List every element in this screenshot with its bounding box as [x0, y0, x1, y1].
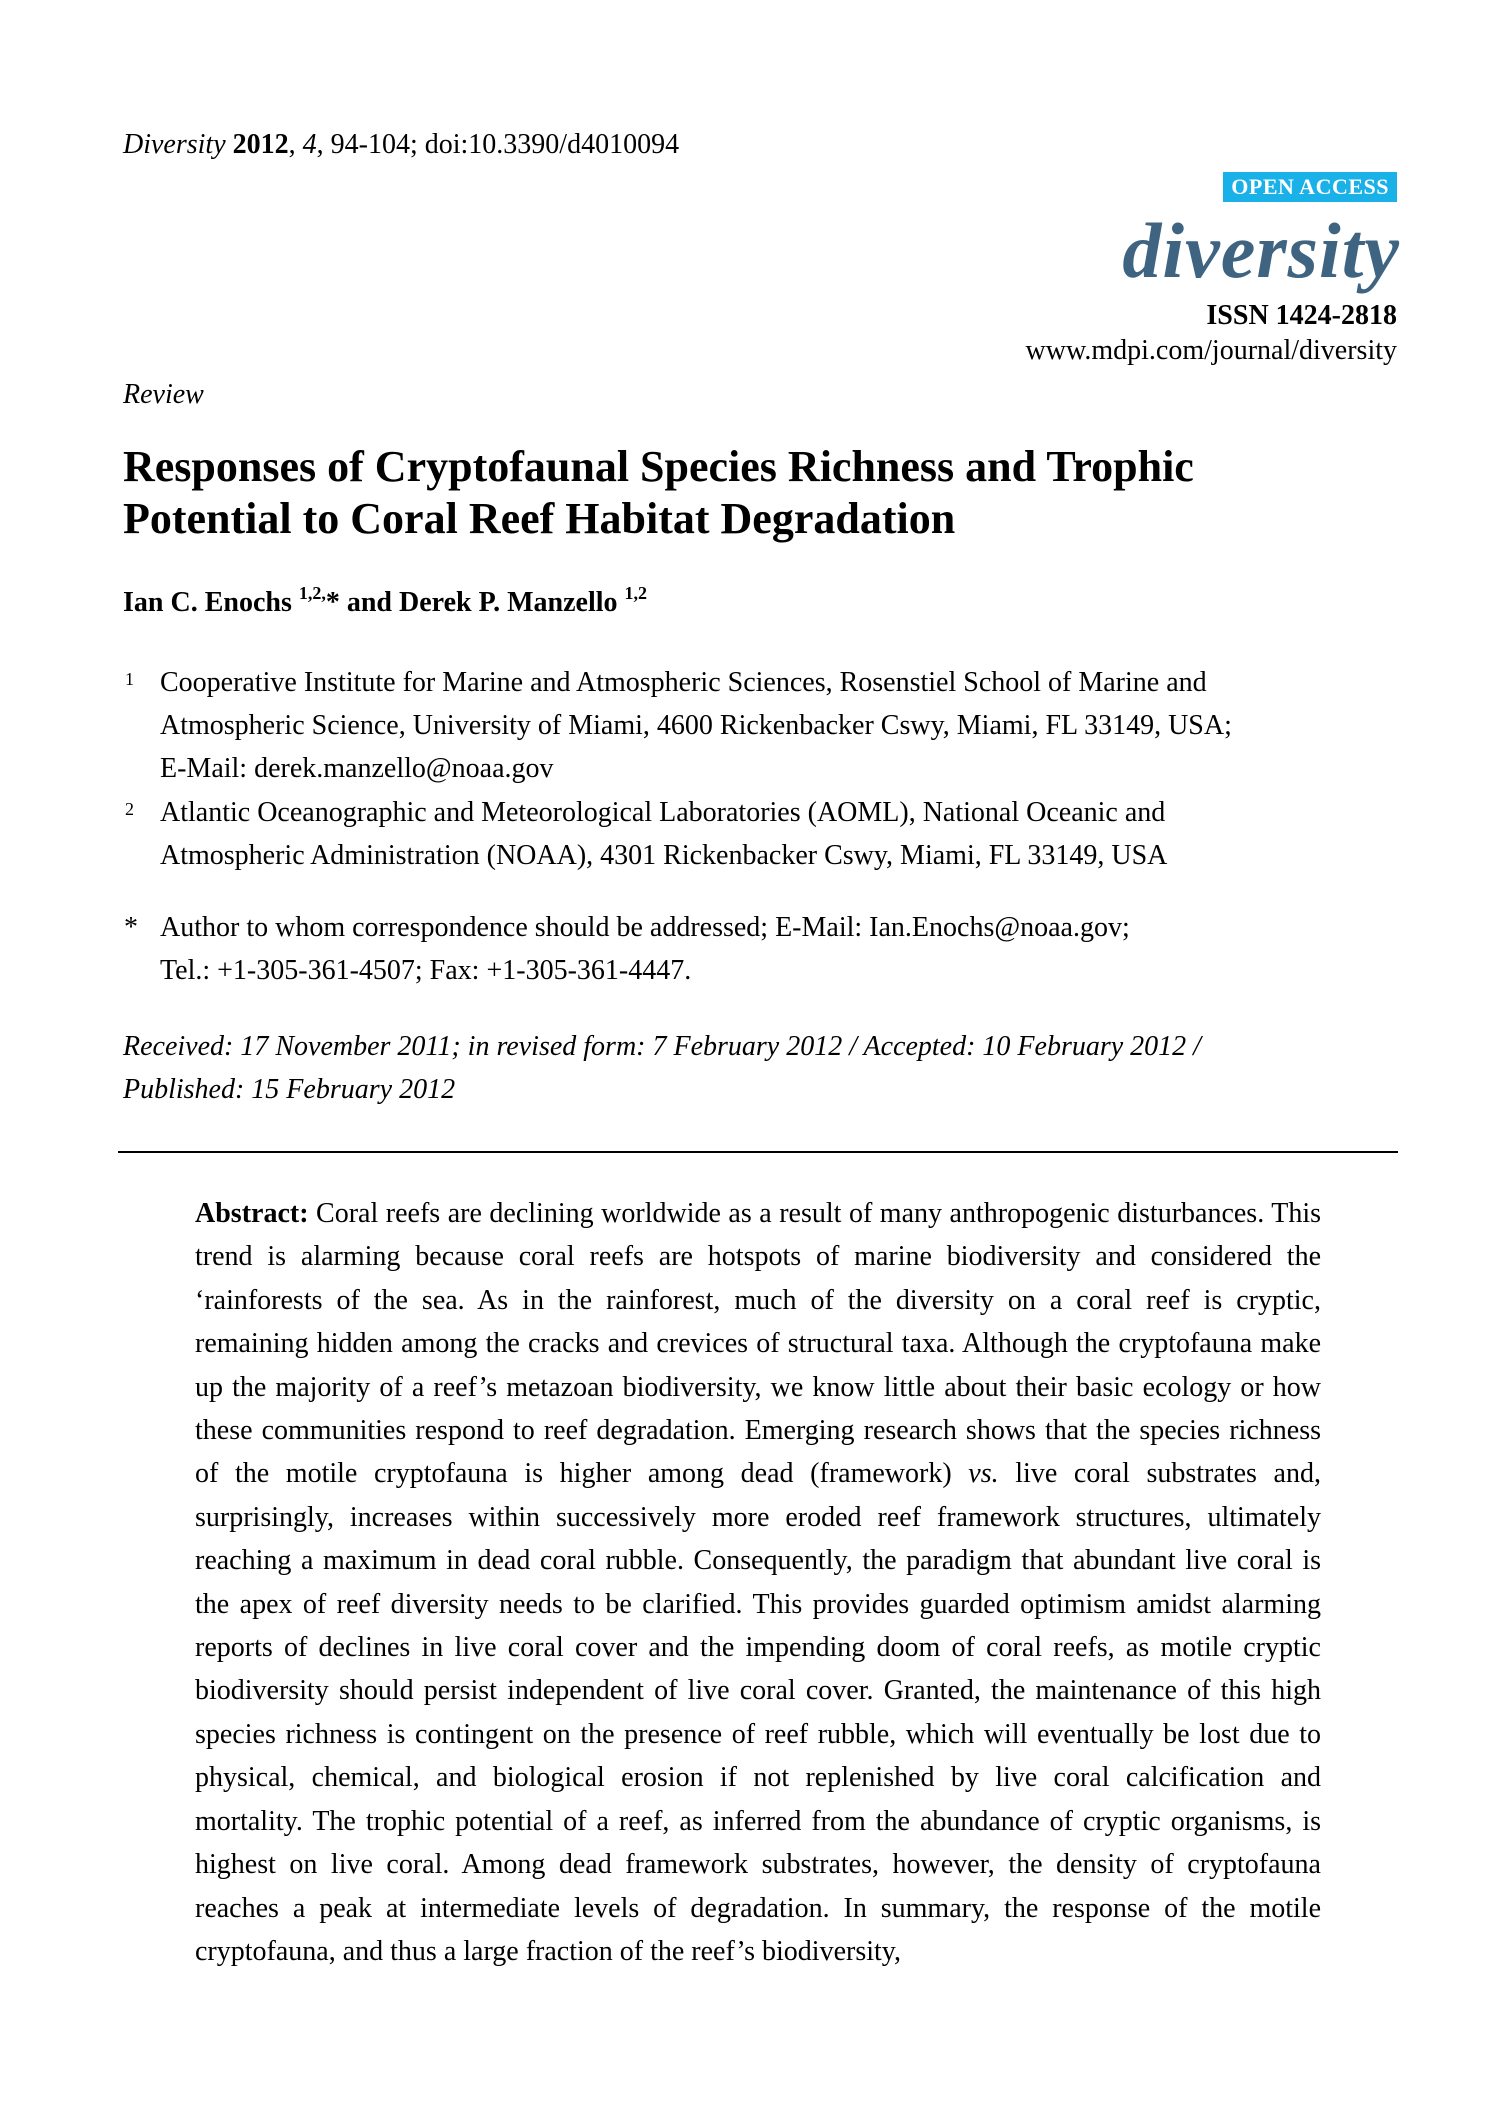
- affiliation-2-mark: 2: [125, 799, 134, 819]
- abstract-text-2: live coral substrates and, surprisingly, increases within successively more eroded reef framework structures, ultimately reaching a maximum in dead coral rubble. Consequently, the paradigm that abundant live coral is the apex of reef diversity needs to be clarified. This provides guarded optimism amidst alarming reports of declines in live coral cover and the impending doom of coral reefs, as motile cryptic biodiversity should persist independent of live coral cover. Granted, the maintenance of this high species richness is contingent on the presence of reef rubble, which will eventually be lost due to physical, chemical, and biological erosion if not replenished by live coral calcification and mortality. The trophic potential of a reef, as inferred from the abundance of cryptic organisms, is highest on live coral. Among dead framework substrates, however, the density of cryptofauna reaches a peak at intermediate levels of degradation. In summary, the response of the motile cryptofauna, and thus a large fraction of the reef’s biodiversity,: [195, 1458, 1321, 1967]
- correspondence-line-2: Tel.: +1-305-361-4507; Fax: +1-305-361-4447.: [160, 955, 692, 986]
- affiliation-1-mark: 1: [125, 669, 134, 689]
- correspondence-mark: *: [124, 912, 138, 943]
- affiliation-2-line-1: Atlantic Oceanographic and Meteorological Laboratories (AOML), National Oceanic and: [160, 797, 1166, 828]
- affiliation-2-line-2: Atmospheric Administration (NOAA), 4301 Rickenbacker Cswy, Miami, FL 33149, USA: [160, 840, 1168, 871]
- publication-dates: [123, 1025, 1413, 1111]
- affiliation-1-line-1: Cooperative Institute for Marine and Atmospheric Sciences, Rosenstiel School of Marine and: [160, 667, 1207, 698]
- affiliation-1-email[interactable]: E-Mail: derek.manzello@noaa.gov: [160, 753, 554, 784]
- open-access-badge: OPEN ACCESS: [1223, 172, 1397, 202]
- affiliation-1-line-2: Atmospheric Science, University of Miami, 4600 Rickenbacker Cswy, Miami, FL 33149, USA;: [160, 710, 1232, 741]
- abstract: [195, 1192, 1321, 1973]
- author-manzello-affiliations: 1,2: [624, 583, 648, 603]
- author-enochs: Ian C. Enochs: [123, 587, 299, 618]
- correspondence-line-1[interactable]: Author to whom correspondence should be addressed; E-Mail: Ian.Enochs@noaa.gov;: [160, 912, 1130, 943]
- issn: ISSN 1424-2818: [1206, 300, 1397, 331]
- abstract-text-1: Coral reefs are declining worldwide as a result of many anthropogenic disturbances. This trend is alarming because coral reefs are hotspots of marine biodiversity and considered the ‘rainforests of the sea. As in the rainforest, much of the diversity on a coral reef is cryptic, remaining hidden among the cracks and crevices of structural taxa. Although the cryptofauna make up the majority of a reef’s metazoan biodiversity, we know little about their basic ecology or how these communities respond to reef degradation. Emerging research shows that the species richness of the motile cryptofauna is higher among dead (framework): [195, 1198, 1321, 1490]
- article-title: Responses of Cryptofaunal Species Richness and Trophic Potential to Coral Reef Habitat Degradation: [123, 442, 1194, 543]
- header-divider: [118, 1151, 1398, 1153]
- author-conjunction: and: [339, 587, 399, 618]
- correspondence: [160, 906, 1130, 992]
- dates-line-1: Received: 17 November 2011; in revised form: 7 February 2012 / Accepted: 10 February 2012 /: [123, 1031, 1201, 1062]
- abstract-label: Abstract:: [195, 1198, 309, 1229]
- dates-line-2: Published: 15 February 2012: [123, 1074, 456, 1105]
- corresponding-mark: *: [325, 587, 340, 618]
- affiliation-1: [160, 661, 1232, 790]
- citation-year: 2012: [232, 129, 289, 160]
- journal-logo: diversity: [1122, 207, 1400, 294]
- citation-line: Diversity 2012, 4, 94-104; doi:10.3390/d4010094: [123, 129, 680, 160]
- author-manzello: Derek P. Manzello: [399, 587, 625, 618]
- citation-volume: 4: [302, 129, 317, 160]
- citation-pages-doi: , 94-104; doi:10.3390/d4010094: [316, 129, 680, 160]
- author-line: [123, 585, 647, 621]
- citation-journal: Diversity: [123, 129, 226, 160]
- author-enochs-affiliations: 1,2,: [298, 583, 326, 603]
- article-type: Review: [123, 379, 204, 410]
- journal-url[interactable]: www.mdpi.com/journal/diversity: [1025, 335, 1397, 366]
- affiliation-2: [160, 791, 1167, 877]
- abstract-vs: vs.: [968, 1458, 999, 1490]
